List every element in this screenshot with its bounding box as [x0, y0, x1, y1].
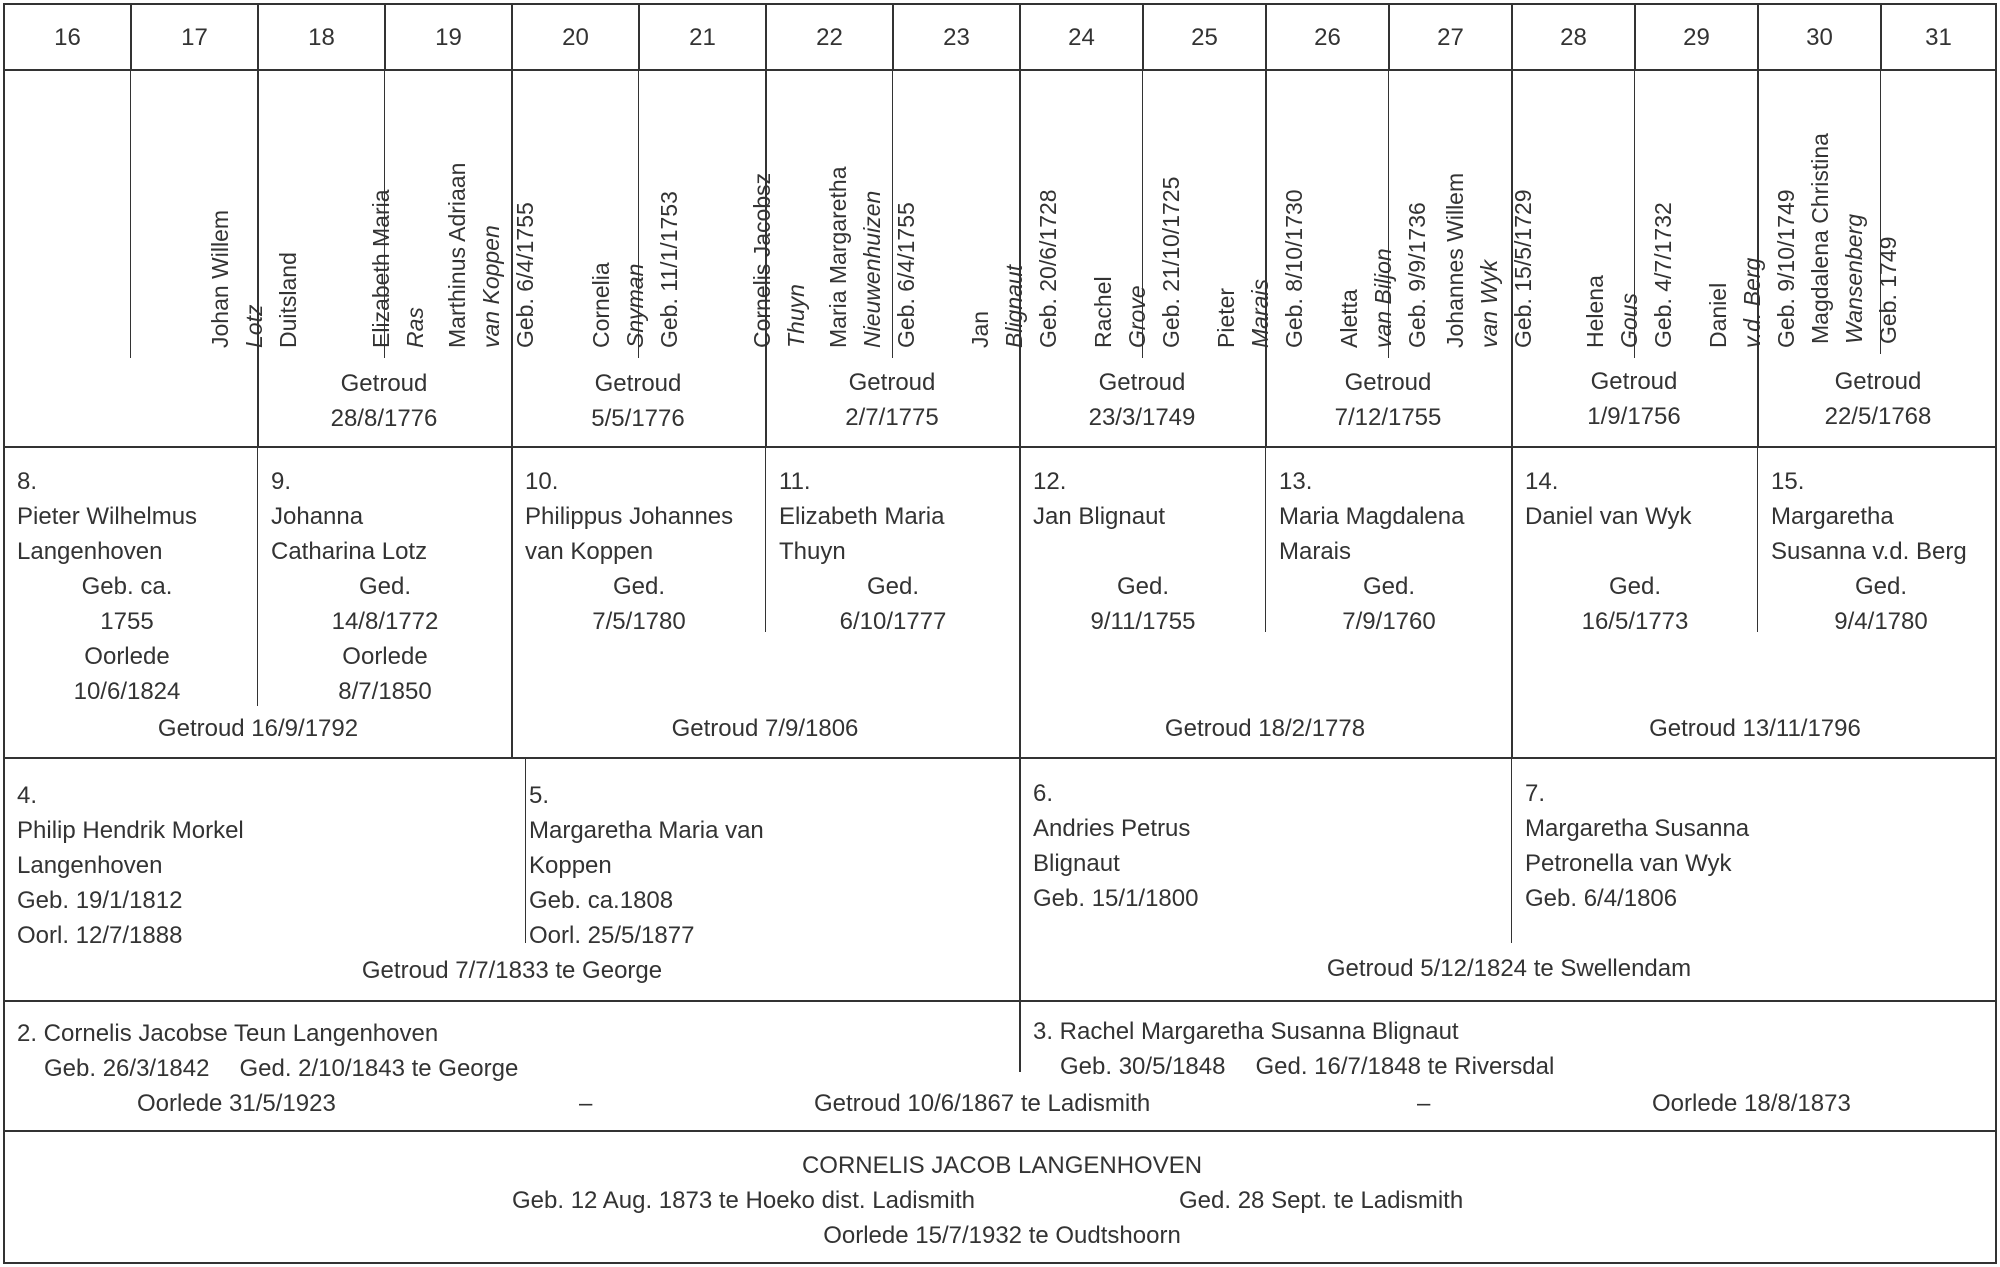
- surname: van Biljon: [1369, 248, 1396, 348]
- ancestor-number: 16: [54, 24, 81, 51]
- surname: v.d. Berg: [1738, 257, 1765, 348]
- ancestor-number: 22: [816, 24, 843, 51]
- person-14: [1525, 464, 1755, 639]
- couple-sep-2-3: [1019, 1000, 1020, 1072]
- person-name: 2. Cornelis Jacobse Teun Langenhoven: [17, 1020, 439, 1047]
- gen2-divider: [5, 1130, 1995, 1132]
- person-line: Philip Hendrik Morkel: [17, 817, 244, 844]
- couple-sep-4-5: [525, 757, 526, 943]
- person-line: Oorl. 12/7/1888: [17, 922, 183, 949]
- given-name: Maria Margaretha: [824, 166, 851, 348]
- person-detail: Ged.: [866, 573, 920, 600]
- person-detail: Geb. ca.: [81, 573, 173, 600]
- person-name-line: [1525, 534, 1755, 569]
- marriage-label: Getroud: [1834, 368, 1922, 395]
- header-divider: [5, 69, 1995, 71]
- person-12: [1033, 464, 1263, 639]
- person-13: [1279, 464, 1509, 639]
- person-number: 7.: [1525, 780, 1546, 807]
- marriage-2-3: Getroud 10/6/1867 te Ladismith: [814, 1090, 1151, 1117]
- marriage-date: 22/5/1768: [1824, 403, 1932, 430]
- marriage-14-15: Getroud 13/11/1796: [1649, 715, 1861, 742]
- birth: Geb. 26/3/1842: [44, 1055, 210, 1082]
- person-line: Geb. 15/1/1800: [1033, 885, 1199, 912]
- birth: Geb. 6/4/1755: [511, 202, 538, 348]
- person-number: 5.: [529, 782, 550, 809]
- birth: Geb. 8/10/1730: [1280, 189, 1307, 348]
- person-line: Andries Petrus: [1033, 815, 1191, 842]
- pedigree-chart: [3, 3, 1997, 1264]
- couple-sep-14-15: [1757, 446, 1758, 632]
- person-name-line: Catharina Lotz: [271, 538, 428, 565]
- ancestor-number: 23: [943, 24, 970, 51]
- surname: Blignaut: [1000, 264, 1027, 348]
- marriage-22-23: [765, 365, 1019, 435]
- subject-baptism: Ged. 28 Sept. te Ladismith: [1179, 1187, 1464, 1214]
- surname: Marais: [1246, 278, 1273, 348]
- birth: Geb. 21/10/1725: [1157, 176, 1184, 348]
- person-11: [779, 464, 1017, 639]
- person-line: Langenhoven: [17, 852, 163, 879]
- person-detail: 6/10/1777: [839, 608, 947, 635]
- person-number: 15.: [1771, 468, 1805, 495]
- person-line: Oorl. 25/5/1877: [529, 922, 695, 949]
- person-detail: 9/11/1755: [1090, 608, 1196, 635]
- given-name: Magdalena Christina: [1806, 133, 1833, 344]
- baptism: Ged. 16/7/1848 te Riversdal: [1255, 1053, 1555, 1080]
- surname: Ras: [401, 307, 428, 348]
- person-name-line: Elizabeth Maria: [779, 503, 945, 530]
- subject-name: CORNELIS JACOB LANGENHOVEN: [801, 1152, 1203, 1179]
- birth: Geb. 9/9/1736: [1403, 202, 1430, 348]
- person-3: [1033, 1014, 1993, 1084]
- person-detail: 7/9/1760: [1342, 608, 1436, 635]
- death-2: Oorlede 31/5/1923: [137, 1090, 336, 1117]
- person-number: 13.: [1279, 468, 1313, 495]
- surname: Lotz: [240, 304, 267, 348]
- marriage-label: Getroud: [1098, 369, 1186, 396]
- ancestor-number: 25: [1191, 24, 1218, 51]
- marriage-18-19: [257, 366, 511, 436]
- given-name: Cornelis Jacobsz: [748, 172, 775, 348]
- couple-sep-12-13: [1265, 446, 1266, 632]
- ancestor-number: 19: [435, 24, 462, 51]
- marriage-label: Getroud: [1344, 369, 1432, 396]
- marriage-date: 7/12/1755: [1334, 404, 1442, 431]
- person-line: Blignaut: [1033, 850, 1120, 877]
- person-detail: 7/5/1780: [592, 608, 686, 635]
- person-detail: Ged.: [612, 573, 666, 600]
- birth: Geb. 30/5/1848: [1060, 1053, 1226, 1080]
- couple-sep-6-7: [1511, 757, 1512, 943]
- couple-sep-8-9: [257, 446, 258, 706]
- person-detail: 10/6/1824: [73, 678, 181, 705]
- person-9: [271, 464, 509, 709]
- person-detail: 8/7/1850: [338, 678, 432, 705]
- subject-death: Oorlede 15/7/1932 te Oudtshoorn: [823, 1222, 1181, 1249]
- ancestor-number: 29: [1683, 24, 1710, 51]
- marriage-12-13: Getroud 18/2/1778: [1164, 715, 1366, 742]
- person-4: [17, 778, 517, 953]
- birth: Geb. 1749: [1874, 236, 1901, 344]
- given-name: Pieter: [1212, 287, 1239, 348]
- person-detail: 14/8/1772: [331, 608, 439, 635]
- given-name: Jan: [966, 310, 993, 348]
- gen5-divider: [5, 446, 1995, 448]
- person-31: [1806, 73, 1995, 353]
- person-name-line: Pieter Wilhelmus: [17, 503, 198, 530]
- person-7: [1525, 776, 1995, 916]
- marriage-6-7: Getroud 5/12/1824 te Swellendam: [1326, 955, 1692, 982]
- person-name-line: Johanna: [271, 503, 364, 530]
- surname: Nieuwenhuizen: [858, 190, 885, 348]
- person-number: 8.: [17, 468, 38, 495]
- marriage-4-5: Getroud 7/7/1833 te George: [361, 957, 663, 984]
- person-detail: Ged.: [1116, 573, 1170, 600]
- surname: van Koppen: [477, 225, 504, 348]
- given-name: Aletta: [1335, 289, 1362, 348]
- couple-sep-10-11: [765, 446, 766, 632]
- person-detail: 9/4/1780: [1834, 608, 1928, 635]
- marriage-date: 5/5/1776: [591, 405, 685, 432]
- person-detail: 1755: [100, 608, 154, 635]
- gen4-divider: [5, 757, 1995, 759]
- ancestor-number: 17: [181, 24, 208, 51]
- marriage-30-31: [1757, 364, 1999, 434]
- marriage-8-9: Getroud 16/9/1792: [157, 715, 359, 742]
- surname: Gous: [1615, 293, 1642, 348]
- person-name-line: Philippus Johannes: [525, 503, 734, 530]
- person-detail: Ged.: [358, 573, 412, 600]
- surname: Wansenberg: [1840, 214, 1867, 344]
- person-detail: Ged.: [1854, 573, 1908, 600]
- person-5: [529, 778, 1009, 953]
- person-line: Geb. 6/4/1806: [1525, 885, 1678, 912]
- birth: Geb. 4/7/1732: [1649, 202, 1676, 348]
- birth: Geb. 11/1/1753: [655, 191, 682, 348]
- given-name: Elizabeth Maria: [367, 189, 394, 348]
- surname: Thuyn: [782, 284, 809, 348]
- person-6: [1033, 776, 1503, 916]
- death-3: Oorlede 18/8/1873: [1652, 1090, 1851, 1117]
- origin: Duitsland: [274, 252, 301, 348]
- surname: Grove: [1123, 285, 1150, 348]
- person-name-line: Susanna v.d. Berg: [1771, 538, 1967, 565]
- person-line: Geb. ca.1808: [529, 887, 674, 914]
- surname: van Wyk: [1475, 259, 1502, 348]
- dash: –: [579, 1090, 593, 1117]
- marriage-20-21: [511, 366, 765, 436]
- person-line: Geb. 19/1/1812: [17, 887, 183, 914]
- marriage-label: Getroud: [594, 370, 682, 397]
- marriage-24-25: [1019, 365, 1265, 435]
- person-name-line: van Koppen: [525, 538, 654, 565]
- person-name-line: Marais: [1279, 538, 1352, 565]
- person-name-line: Maria Magdalena: [1279, 503, 1465, 530]
- person-detail: 16/5/1773: [1581, 608, 1689, 635]
- ancestor-number: 31: [1925, 24, 1952, 51]
- person-detail: Ged.: [1362, 573, 1416, 600]
- birth: Geb. 15/5/1729: [1509, 189, 1536, 348]
- person-name-line: Margaretha: [1771, 503, 1894, 530]
- person-dates: [17, 1051, 1017, 1086]
- gen3-divider: [5, 1000, 1995, 1002]
- given-name: Cornelia: [587, 262, 614, 348]
- person-name-line: Daniel van Wyk: [1525, 503, 1692, 530]
- person-dates: [1033, 1049, 1993, 1084]
- birth: Geb. 20/6/1728: [1034, 189, 1061, 348]
- person-name-line: Thuyn: [779, 538, 846, 565]
- person-detail: Ged.: [1608, 573, 1662, 600]
- person-name: 3. Rachel Margaretha Susanna Blignaut: [1033, 1018, 1459, 1045]
- marriage-26-27: [1265, 365, 1511, 435]
- marriage-label: Getroud: [848, 369, 936, 396]
- ancestor-number: 30: [1806, 24, 1833, 51]
- ancestor-number: 18: [308, 24, 335, 51]
- person-number: 10.: [525, 468, 559, 495]
- marriage-label: Getroud: [340, 370, 428, 397]
- marriage-date: 2/7/1775: [845, 404, 939, 431]
- person-line: Margaretha Susanna: [1525, 815, 1750, 842]
- given-name: Daniel: [1704, 282, 1731, 348]
- person-detail: Oorlede: [342, 643, 428, 670]
- ancestor-number: 28: [1560, 24, 1587, 51]
- person-number: 9.: [271, 468, 292, 495]
- person-number: 14.: [1525, 468, 1559, 495]
- marriage-date: 23/3/1749: [1088, 404, 1196, 431]
- ancestor-number: 26: [1314, 24, 1341, 51]
- person-2: [17, 1016, 1017, 1086]
- person-line: Margaretha Maria van: [529, 817, 764, 844]
- marriage-date: 1/9/1756: [1587, 403, 1681, 430]
- subject-birth: Geb. 12 Aug. 1873 te Hoeko dist. Ladismith: [512, 1187, 975, 1214]
- given-name: Rachel: [1089, 276, 1116, 348]
- marriage-28-29: [1511, 364, 1757, 434]
- person-number: 12.: [1033, 468, 1067, 495]
- dash: –: [1417, 1090, 1431, 1117]
- person-line: Petronella van Wyk: [1525, 850, 1732, 877]
- ancestor-number: 20: [562, 24, 589, 51]
- marriage-label: Getroud: [1590, 368, 1678, 395]
- given-name: Helena: [1581, 275, 1608, 348]
- person-name-line: Langenhoven: [17, 538, 163, 565]
- ancestor-number: 27: [1437, 24, 1464, 51]
- couple-sep-16-17: [130, 69, 131, 358]
- person-8: [17, 464, 255, 709]
- person-line: Koppen: [529, 852, 612, 879]
- marriage-date: 28/8/1776: [330, 405, 438, 432]
- birth: Geb. 9/10/1749: [1772, 189, 1799, 348]
- person-15: [1771, 464, 1997, 639]
- surname: Snyman: [621, 263, 648, 348]
- given-name: Johannes Willem: [1441, 172, 1468, 348]
- baptism: Ged. 2/10/1843 te George: [239, 1055, 519, 1082]
- person-number: 11.: [779, 468, 811, 495]
- birth: Geb. 6/4/1755: [892, 202, 919, 348]
- given-name: Marthinus Adriaan: [443, 162, 470, 348]
- person-number: 6.: [1033, 780, 1054, 807]
- person-10: [525, 464, 763, 639]
- person-name-line: [1033, 534, 1263, 569]
- ancestor-number: 21: [689, 24, 716, 51]
- person-detail: Oorlede: [84, 643, 170, 670]
- person-name-line: Jan Blignaut: [1033, 503, 1166, 530]
- given-name: Johan Willem: [206, 209, 233, 348]
- person-number: 4.: [17, 782, 38, 809]
- marriage-10-11: Getroud 7/9/1806: [671, 715, 859, 742]
- ancestor-number: 24: [1068, 24, 1095, 51]
